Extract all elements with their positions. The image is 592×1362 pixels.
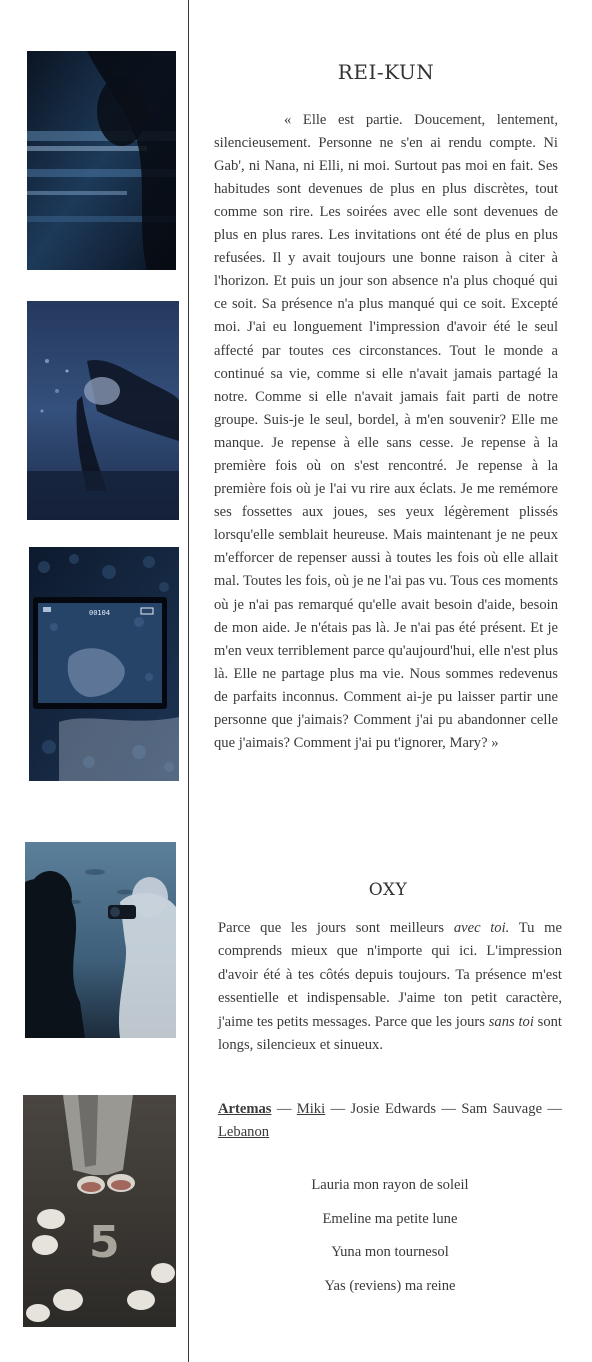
name-separator: — Josie Edwards — Sam Sauvage — — [325, 1100, 562, 1117]
section-text-oxy — [218, 917, 562, 1058]
photo-shoes-number-five — [23, 1095, 176, 1327]
names-list — [218, 1098, 562, 1145]
vertical-divider — [188, 0, 189, 1362]
oxy-emphasis: sans toi — [488, 1013, 534, 1030]
dedication-line: Emeline ma petite lune — [322, 1210, 458, 1227]
oxy-emphasis: avec toi. — [453, 919, 510, 936]
dedication-line: Yas (reviens) ma reine — [324, 1277, 456, 1294]
oxy-text-part: Tu me comprends mieux que n'importe qui ici. L'impression d'avoir été à tes côtés depuis toujours. Ta présence m'est essentielle et indispensable. J'aime ton petit caractère, j'aime tes petits messages. Parce que les jours — [218, 919, 563, 1030]
oxy-text-part: Parce que les jours sont meilleurs — [218, 919, 454, 936]
dedication-line: Yuna mon tournesol — [331, 1244, 449, 1260]
photo-person-lying — [27, 301, 179, 520]
name-link-lebanon[interactable]: Lebanon — [218, 1124, 270, 1141]
photo-camera-screen — [29, 547, 179, 781]
name-separator: — — [271, 1100, 297, 1117]
section-text-reikun: « Elle est partie. Doucement, lentement, silencieusement. Personne ne s'en ai rendu compte. Ni Gab', ni Nana, ni Elli, ni moi. Surtout pas moi en fait. Ses habitudes sont devenues de plus en plus discrètes, tout comme son rire. Les soirées avec elle sont devenues de plus en plus rares. Les invitations ont été de plus en plus refusées. Il y avait toujours une bonne raison à citer à l'horizon. Et puis un jour son absence n'a plus choqué qui ce soit. Sa présence n'a plus manqué qui ce soit. Excepté moi. J'ai eu longuement l'impression d'avoir été le seul affecté par toutes ces circonstances. Tout le monde a continué sa vie, comme si elle n'avait jamais partagé la notre. Comme si elle n'avait jamais fait parti de notre groupe. Suis-je le seul, bordel, à m'en souvenir? Elle me manque. Je repense à elle sans cesse. Je repense à la première fois où on s'est rencontré. Je repense à la première fois où je l'ai vu rire aux éclats. Je me remémore ses fossettes aux joues, ses yeux légèrement plissés lorsqu'elle semblait heureuse. Mais maintenant je ne peux m'efforcer de repenser aussi à toutes les fois où elle allait mal. Toutes les fois, où je ne l'ai pas vu. Tous ces moments où je n'ai pas remarqué qu'elle avait besoin d'aide, besoin de mon aide. Je n'étais pas là. Je n'ai pas été présent. Et je m'en veux terriblement parce qu'aujourd'hui, elle n'est plus là. Elle ne partage plus ma vie. Nous sommes redevenus de parfaits inconnus. Comment ai-je pu laisser partir une personne que j'aimais? Comment j'ai pu abandonner celle que j'aimais? Comment j'ai pu t'ignorer, Mary? » — [214, 111, 558, 752]
section-title-oxy: OXY — [368, 880, 408, 901]
dedications-list — [218, 1174, 562, 1308]
name-link-artemas[interactable]: Artemas — [218, 1100, 272, 1117]
oxy-text-part: sont longs, silencieux et sinueux. — [218, 1013, 562, 1054]
dedication-line: Lauria mon rayon de soleil — [311, 1177, 469, 1193]
camera-counter: 00104 — [89, 609, 111, 617]
section-title-reikun: REI-KUN — [337, 60, 435, 85]
svg-text:5: 5 — [89, 1217, 120, 1268]
photo-blurred-figure — [27, 51, 176, 270]
name-link-miki[interactable]: Miki — [296, 1100, 326, 1117]
photo-aquarium — [25, 842, 176, 1038]
